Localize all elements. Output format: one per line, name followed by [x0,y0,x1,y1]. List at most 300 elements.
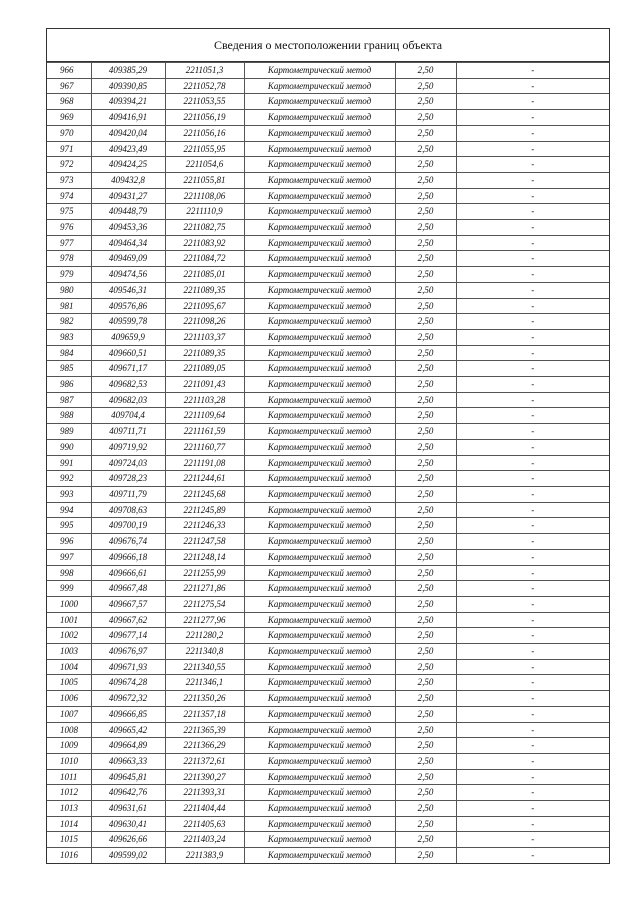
cell-method: Картометрический метод [244,377,395,393]
cell-method: Картометрический метод [244,408,395,424]
cell-coord-y: 2211085,01 [165,267,244,283]
cell-method: Картометрический метод [244,753,395,769]
cell-point-number: 990 [47,439,91,455]
table-row [47,141,609,157]
cell-coord-x: 409672,32 [91,691,165,707]
cell-coord-x: 409676,74 [91,534,165,550]
cell-accuracy: 2,50 [395,361,456,377]
cell-method: Картометрический метод [244,439,395,455]
cell-accuracy: 2,50 [395,675,456,691]
cell-description: - [456,377,609,393]
cell-point-number: 997 [47,549,91,565]
cell-coord-x: 409682,53 [91,377,165,393]
cell-point-number: 975 [47,204,91,220]
cell-method: Картометрический метод [244,141,395,157]
cell-description: - [456,738,609,754]
cell-description: - [456,314,609,330]
cell-accuracy: 2,50 [395,518,456,534]
cell-coord-x: 409728,23 [91,471,165,487]
cell-accuracy: 2,50 [395,125,456,141]
cell-accuracy: 2,50 [395,78,456,94]
cell-method: Картометрический метод [244,832,395,848]
cell-coord-y: 2211082,75 [165,220,244,236]
table-row [47,691,609,707]
cell-description: - [456,565,609,581]
cell-point-number: 1013 [47,801,91,817]
cell-coord-x: 409390,85 [91,78,165,94]
cell-coord-y: 2211246,33 [165,518,244,534]
table-row [47,581,609,597]
cell-description: - [456,235,609,251]
cell-accuracy: 2,50 [395,486,456,502]
cell-accuracy: 2,50 [395,455,456,471]
cell-method: Картометрический метод [244,314,395,330]
cell-point-number: 966 [47,63,91,79]
cell-coord-x: 409474,56 [91,267,165,283]
cell-coord-y: 2211109,64 [165,408,244,424]
cell-point-number: 994 [47,502,91,518]
cell-point-number: 1002 [47,628,91,644]
cell-coord-y: 2211247,58 [165,534,244,550]
cell-accuracy: 2,50 [395,282,456,298]
cell-description: - [456,549,609,565]
cell-method: Картометрический метод [244,424,395,440]
table-row [47,722,609,738]
cell-coord-y: 2211095,67 [165,298,244,314]
cell-coord-y: 2211103,37 [165,329,244,345]
cell-description: - [456,675,609,691]
cell-accuracy: 2,50 [395,220,456,236]
cell-coord-y: 2211365,39 [165,722,244,738]
cell-method: Картометрический метод [244,722,395,738]
cell-coord-x: 409663,33 [91,753,165,769]
cell-point-number: 971 [47,141,91,157]
cell-accuracy: 2,50 [395,612,456,628]
cell-point-number: 978 [47,251,91,267]
cell-description: - [456,801,609,817]
cell-method: Картометрический метод [244,125,395,141]
cell-point-number: 1000 [47,596,91,612]
cell-coord-y: 2211277,96 [165,612,244,628]
cell-coord-y: 2211110,9 [165,204,244,220]
table-row [47,345,609,361]
cell-description: - [456,628,609,644]
table-row [47,596,609,612]
cell-accuracy: 2,50 [395,706,456,722]
table-row [47,63,609,79]
table-row [47,78,609,94]
cell-coord-x: 409394,21 [91,94,165,110]
cell-method: Картометрический метод [244,455,395,471]
cell-description: - [456,612,609,628]
table-row [47,424,609,440]
cell-coord-y: 2211372,61 [165,753,244,769]
cell-coord-y: 2211245,68 [165,486,244,502]
table-row [47,392,609,408]
cell-accuracy: 2,50 [395,94,456,110]
cell-point-number: 1016 [47,848,91,863]
cell-coord-y: 2211108,06 [165,188,244,204]
cell-coord-x: 409645,81 [91,769,165,785]
cell-method: Картометрический метод [244,738,395,754]
cell-point-number: 973 [47,172,91,188]
cell-accuracy: 2,50 [395,329,456,345]
cell-coord-x: 409708,63 [91,502,165,518]
cell-accuracy: 2,50 [395,738,456,754]
cell-method: Картометрический метод [244,298,395,314]
cell-method: Картометрический метод [244,706,395,722]
cell-coord-x: 409682,03 [91,392,165,408]
cell-coord-y: 2211056,16 [165,125,244,141]
cell-point-number: 967 [47,78,91,94]
cell-description: - [456,345,609,361]
cell-method: Картометрический метод [244,816,395,832]
cell-point-number: 1004 [47,659,91,675]
cell-description: - [456,267,609,283]
table-row [47,801,609,817]
cell-description: - [456,848,609,863]
cell-coord-x: 409666,85 [91,706,165,722]
cell-point-number: 987 [47,392,91,408]
cell-accuracy: 2,50 [395,188,456,204]
cell-accuracy: 2,50 [395,785,456,801]
cell-description: - [456,392,609,408]
table-row [47,220,609,236]
cell-accuracy: 2,50 [395,157,456,173]
document-table-frame [46,28,610,864]
cell-accuracy: 2,50 [395,172,456,188]
cell-coord-x: 409700,19 [91,518,165,534]
cell-description: - [456,518,609,534]
cell-accuracy: 2,50 [395,392,456,408]
cell-coord-x: 409631,61 [91,801,165,817]
cell-accuracy: 2,50 [395,581,456,597]
cell-description: - [456,251,609,267]
cell-point-number: 1012 [47,785,91,801]
table-row [47,314,609,330]
cell-coord-x: 409448,79 [91,204,165,220]
cell-coord-y: 2211350,26 [165,691,244,707]
cell-coord-y: 2211404,44 [165,801,244,817]
cell-point-number: 985 [47,361,91,377]
cell-accuracy: 2,50 [395,267,456,283]
cell-description: - [456,486,609,502]
cell-point-number: 1015 [47,832,91,848]
cell-accuracy: 2,50 [395,424,456,440]
cell-method: Картометрический метод [244,644,395,660]
cell-point-number: 968 [47,94,91,110]
cell-accuracy: 2,50 [395,204,456,220]
cell-method: Картометрический метод [244,518,395,534]
cell-coord-y: 2211275,54 [165,596,244,612]
cell-accuracy: 2,50 [395,251,456,267]
cell-description: - [456,659,609,675]
cell-description: - [456,816,609,832]
cell-method: Картометрический метод [244,565,395,581]
cell-method: Картометрический метод [244,392,395,408]
cell-point-number: 1010 [47,753,91,769]
cell-description: - [456,785,609,801]
cell-coord-y: 2211280,2 [165,628,244,644]
cell-description: - [456,157,609,173]
cell-accuracy: 2,50 [395,565,456,581]
table-row [47,251,609,267]
table-row [47,832,609,848]
cell-method: Картометрический метод [244,282,395,298]
cell-coord-y: 2211357,18 [165,706,244,722]
cell-description: - [456,706,609,722]
table-row [47,706,609,722]
table-row [47,439,609,455]
cell-description: - [456,220,609,236]
cell-description: - [456,329,609,345]
cell-accuracy: 2,50 [395,832,456,848]
cell-coord-y: 2211366,29 [165,738,244,754]
cell-point-number: 980 [47,282,91,298]
cell-coord-x: 409704,4 [91,408,165,424]
cell-method: Картометрический метод [244,329,395,345]
cell-point-number: 977 [47,235,91,251]
cell-coord-x: 409711,79 [91,486,165,502]
cell-coord-x: 409432,8 [91,172,165,188]
cell-coord-y: 2211051,3 [165,63,244,79]
cell-accuracy: 2,50 [395,644,456,660]
table-row [47,549,609,565]
cell-accuracy: 2,50 [395,628,456,644]
cell-coord-y: 2211103,28 [165,392,244,408]
cell-coord-x: 409469,09 [91,251,165,267]
cell-method: Картометрический метод [244,691,395,707]
cell-method: Картометрический метод [244,581,395,597]
cell-coord-x: 409719,92 [91,439,165,455]
cell-point-number: 969 [47,110,91,126]
cell-accuracy: 2,50 [395,769,456,785]
cell-accuracy: 2,50 [395,345,456,361]
cell-method: Картометрический метод [244,612,395,628]
cell-point-number: 993 [47,486,91,502]
cell-description: - [456,471,609,487]
cell-coord-x: 409667,57 [91,596,165,612]
cell-coord-y: 2211053,55 [165,94,244,110]
cell-coord-y: 2211403,24 [165,832,244,848]
table-row [47,486,609,502]
cell-accuracy: 2,50 [395,471,456,487]
cell-coord-x: 409423,49 [91,141,165,157]
cell-method: Картометрический метод [244,78,395,94]
cell-accuracy: 2,50 [395,801,456,817]
cell-method: Картометрический метод [244,628,395,644]
cell-accuracy: 2,50 [395,816,456,832]
cell-point-number: 1006 [47,691,91,707]
cell-method: Картометрический метод [244,534,395,550]
cell-description: - [456,581,609,597]
cell-coord-x: 409666,61 [91,565,165,581]
cell-method: Картометрический метод [244,235,395,251]
cell-point-number: 1008 [47,722,91,738]
cell-point-number: 972 [47,157,91,173]
cell-accuracy: 2,50 [395,141,456,157]
cell-point-number: 1014 [47,816,91,832]
cell-coord-y: 2211055,95 [165,141,244,157]
cell-coord-x: 409385,29 [91,63,165,79]
cell-coord-x: 409674,28 [91,675,165,691]
cell-description: - [456,769,609,785]
cell-method: Картометрический метод [244,188,395,204]
cell-description: - [456,534,609,550]
cell-coord-y: 2211089,05 [165,361,244,377]
table-row [47,377,609,393]
table-row [47,188,609,204]
table-row [47,785,609,801]
cell-method: Картометрический метод [244,549,395,565]
cell-method: Картометрический метод [244,848,395,863]
cell-coord-y: 2211340,8 [165,644,244,660]
cell-coord-x: 409664,89 [91,738,165,754]
cell-point-number: 999 [47,581,91,597]
cell-coord-x: 409599,78 [91,314,165,330]
table-row [47,282,609,298]
cell-coord-y: 2211161,59 [165,424,244,440]
cell-coord-y: 2211089,35 [165,282,244,298]
boundary-coordinates-table [47,62,609,863]
table-body [47,63,609,863]
table-row [47,172,609,188]
cell-point-number: 984 [47,345,91,361]
table-row [47,738,609,754]
cell-coord-x: 409599,02 [91,848,165,863]
cell-point-number: 998 [47,565,91,581]
table-row [47,267,609,283]
cell-coord-y: 2211052,78 [165,78,244,94]
cell-method: Картометрический метод [244,204,395,220]
cell-coord-x: 409576,86 [91,298,165,314]
cell-point-number: 974 [47,188,91,204]
cell-description: - [456,172,609,188]
cell-coord-x: 409676,97 [91,644,165,660]
cell-coord-y: 2211089,35 [165,345,244,361]
cell-point-number: 970 [47,125,91,141]
cell-method: Картометрический метод [244,267,395,283]
cell-coord-y: 2211405,63 [165,816,244,832]
cell-method: Картометрический метод [244,659,395,675]
cell-accuracy: 2,50 [395,298,456,314]
cell-point-number: 1009 [47,738,91,754]
table-row [47,644,609,660]
cell-coord-x: 409416,91 [91,110,165,126]
cell-method: Картометрический метод [244,345,395,361]
table-row [47,628,609,644]
table-row [47,675,609,691]
cell-coord-x: 409431,27 [91,188,165,204]
cell-coord-y: 2211245,89 [165,502,244,518]
cell-description: - [456,94,609,110]
table-row [47,659,609,675]
cell-coord-x: 409642,76 [91,785,165,801]
table-row [47,534,609,550]
cell-point-number: 981 [47,298,91,314]
cell-method: Картометрический метод [244,596,395,612]
cell-method: Картометрический метод [244,172,395,188]
cell-coord-y: 2211393,31 [165,785,244,801]
cell-accuracy: 2,50 [395,377,456,393]
cell-coord-x: 409724,03 [91,455,165,471]
cell-coord-x: 409665,42 [91,722,165,738]
cell-method: Картометрический метод [244,157,395,173]
cell-accuracy: 2,50 [395,314,456,330]
cell-coord-x: 409630,41 [91,816,165,832]
cell-description: - [456,408,609,424]
cell-accuracy: 2,50 [395,63,456,79]
cell-description: - [456,141,609,157]
cell-coord-x: 409671,17 [91,361,165,377]
cell-point-number: 1005 [47,675,91,691]
cell-coord-x: 409671,93 [91,659,165,675]
cell-accuracy: 2,50 [395,439,456,455]
cell-coord-y: 2211340,55 [165,659,244,675]
cell-description: - [456,361,609,377]
cell-accuracy: 2,50 [395,235,456,251]
table-row [47,94,609,110]
cell-point-number: 989 [47,424,91,440]
cell-accuracy: 2,50 [395,549,456,565]
cell-description: - [456,596,609,612]
cell-coord-y: 2211346,1 [165,675,244,691]
cell-point-number: 995 [47,518,91,534]
cell-point-number: 976 [47,220,91,236]
cell-method: Картометрический метод [244,502,395,518]
table-row [47,110,609,126]
cell-point-number: 1001 [47,612,91,628]
table-row [47,408,609,424]
cell-accuracy: 2,50 [395,534,456,550]
cell-coord-y: 2211383,9 [165,848,244,863]
cell-method: Картометрический метод [244,486,395,502]
cell-description: - [456,753,609,769]
cell-coord-x: 409420,04 [91,125,165,141]
cell-description: - [456,63,609,79]
table-row [47,157,609,173]
cell-description: - [456,125,609,141]
cell-point-number: 982 [47,314,91,330]
cell-method: Картометрический метод [244,220,395,236]
cell-coord-y: 2211255,99 [165,565,244,581]
cell-coord-y: 2211191,08 [165,455,244,471]
cell-description: - [456,282,609,298]
cell-coord-x: 409667,48 [91,581,165,597]
cell-accuracy: 2,50 [395,110,456,126]
cell-point-number: 992 [47,471,91,487]
table-row [47,361,609,377]
cell-method: Картометрический метод [244,801,395,817]
cell-accuracy: 2,50 [395,659,456,675]
cell-description: - [456,644,609,660]
cell-description: - [456,188,609,204]
cell-coord-x: 409666,18 [91,549,165,565]
table-row [47,565,609,581]
cell-accuracy: 2,50 [395,502,456,518]
cell-coord-y: 2211271,86 [165,581,244,597]
cell-description: - [456,298,609,314]
cell-point-number: 979 [47,267,91,283]
cell-coord-x: 409667,62 [91,612,165,628]
cell-coord-y: 2211054,6 [165,157,244,173]
table-row [47,298,609,314]
cell-description: - [456,722,609,738]
cell-coord-x: 409453,36 [91,220,165,236]
cell-method: Картометрический метод [244,471,395,487]
table-row [47,612,609,628]
table-row [47,753,609,769]
